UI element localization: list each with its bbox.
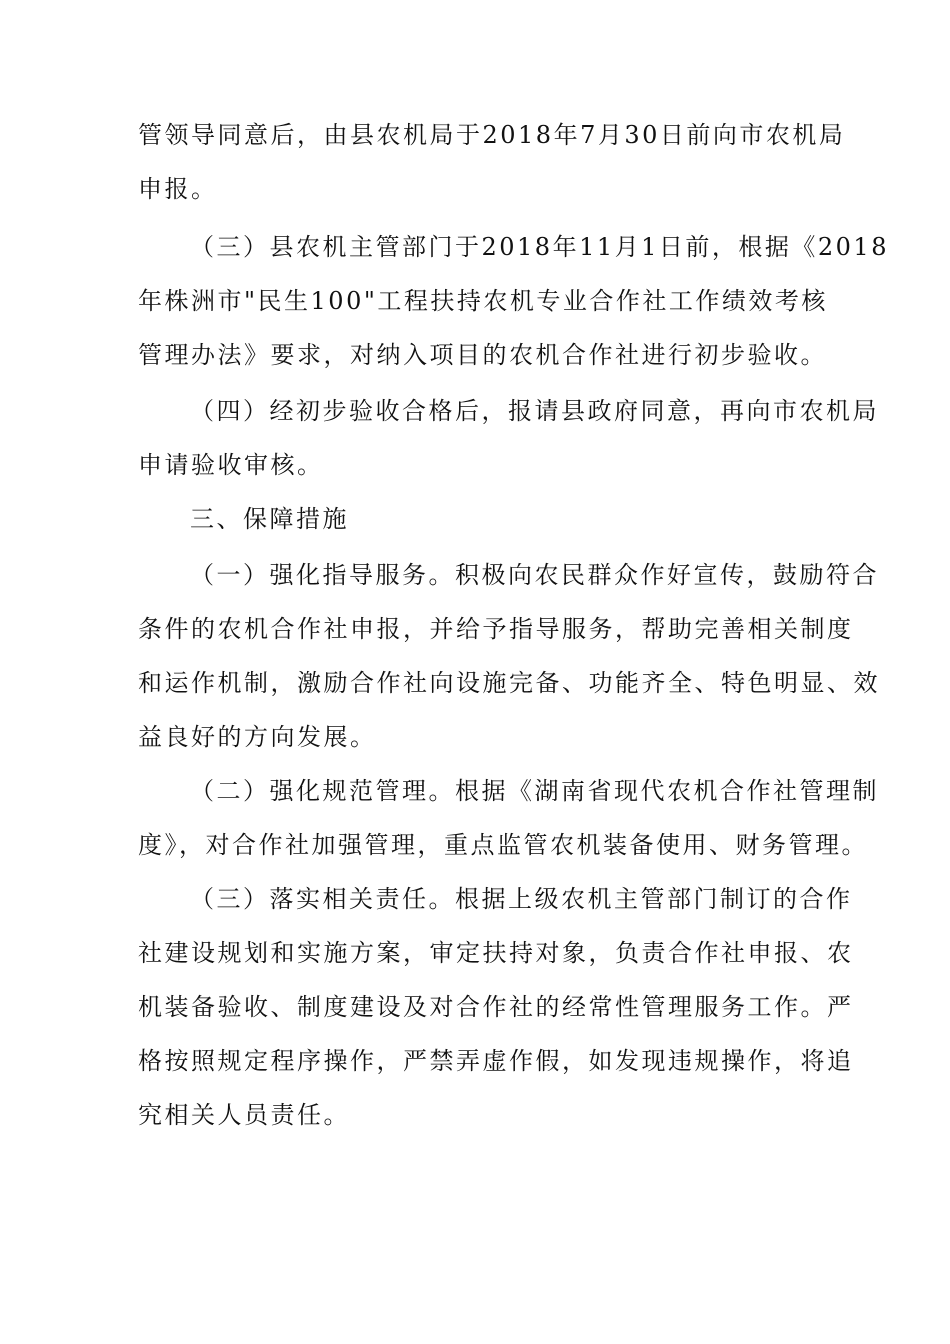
text-line: 究相关人员责任。 [138, 1101, 350, 1129]
text-line: 申报。 [138, 175, 218, 203]
text-line: 社建设规划和实施方案，审定扶持对象，负责合作社申报、农 [138, 939, 854, 967]
text-line: 益良好的方向发展。 [138, 723, 377, 751]
paragraph-step-four [138, 384, 879, 492]
paragraph-responsibility [138, 872, 854, 1142]
text-line: 管理办法》要求，对纳入项目的农机合作社进行初步验收。 [138, 341, 827, 369]
text-line: 条件的农机合作社申报，并给予指导服务，帮助完善相关制度 [138, 615, 854, 643]
text-line: （三）县农机主管部门于2018年11月1日前，根据《2018 [190, 233, 889, 261]
text-line: 管领导同意后，由县农机局于2018年7月30日前向市农机局 [138, 121, 846, 149]
text-line: 度》，对合作社加强管理，重点监管农机装备使用、财务管理。 [138, 831, 868, 859]
text-line: 机装备验收、制度建设及对合作社的经常性管理服务工作。严 [138, 993, 854, 1021]
heading-text: 三、保障措施 [190, 505, 349, 533]
text-line: （三）落实相关责任。根据上级农机主管部门制订的合作 [190, 885, 853, 913]
text-line: （四）经初步验收合格后，报请县政府同意，再向市农机局 [190, 397, 879, 425]
paragraph-step-three [138, 220, 889, 382]
text-line: （一）强化指导服务。积极向农民群众作好宣传，鼓励符合 [190, 561, 879, 589]
text-line: （二）强化规范管理。根据《湖南省现代农机合作社管理制 [190, 777, 879, 805]
section-heading [138, 492, 814, 546]
text-line: 格按照规定程序操作，严禁弄虚作假，如发现违规操作，将追 [138, 1047, 854, 1075]
text-line: 申请验收审核。 [138, 451, 324, 479]
paragraph-continuation [138, 108, 846, 216]
text-line: 和运作机制，激励合作社向设施完备、功能齐全、特色明显、效 [138, 669, 880, 697]
paragraph-standard-management [138, 764, 879, 872]
text-line: 年株洲市"民生100"工程扶持农机专业合作社工作绩效考核 [138, 287, 828, 315]
paragraph-guidance-service [138, 548, 880, 764]
